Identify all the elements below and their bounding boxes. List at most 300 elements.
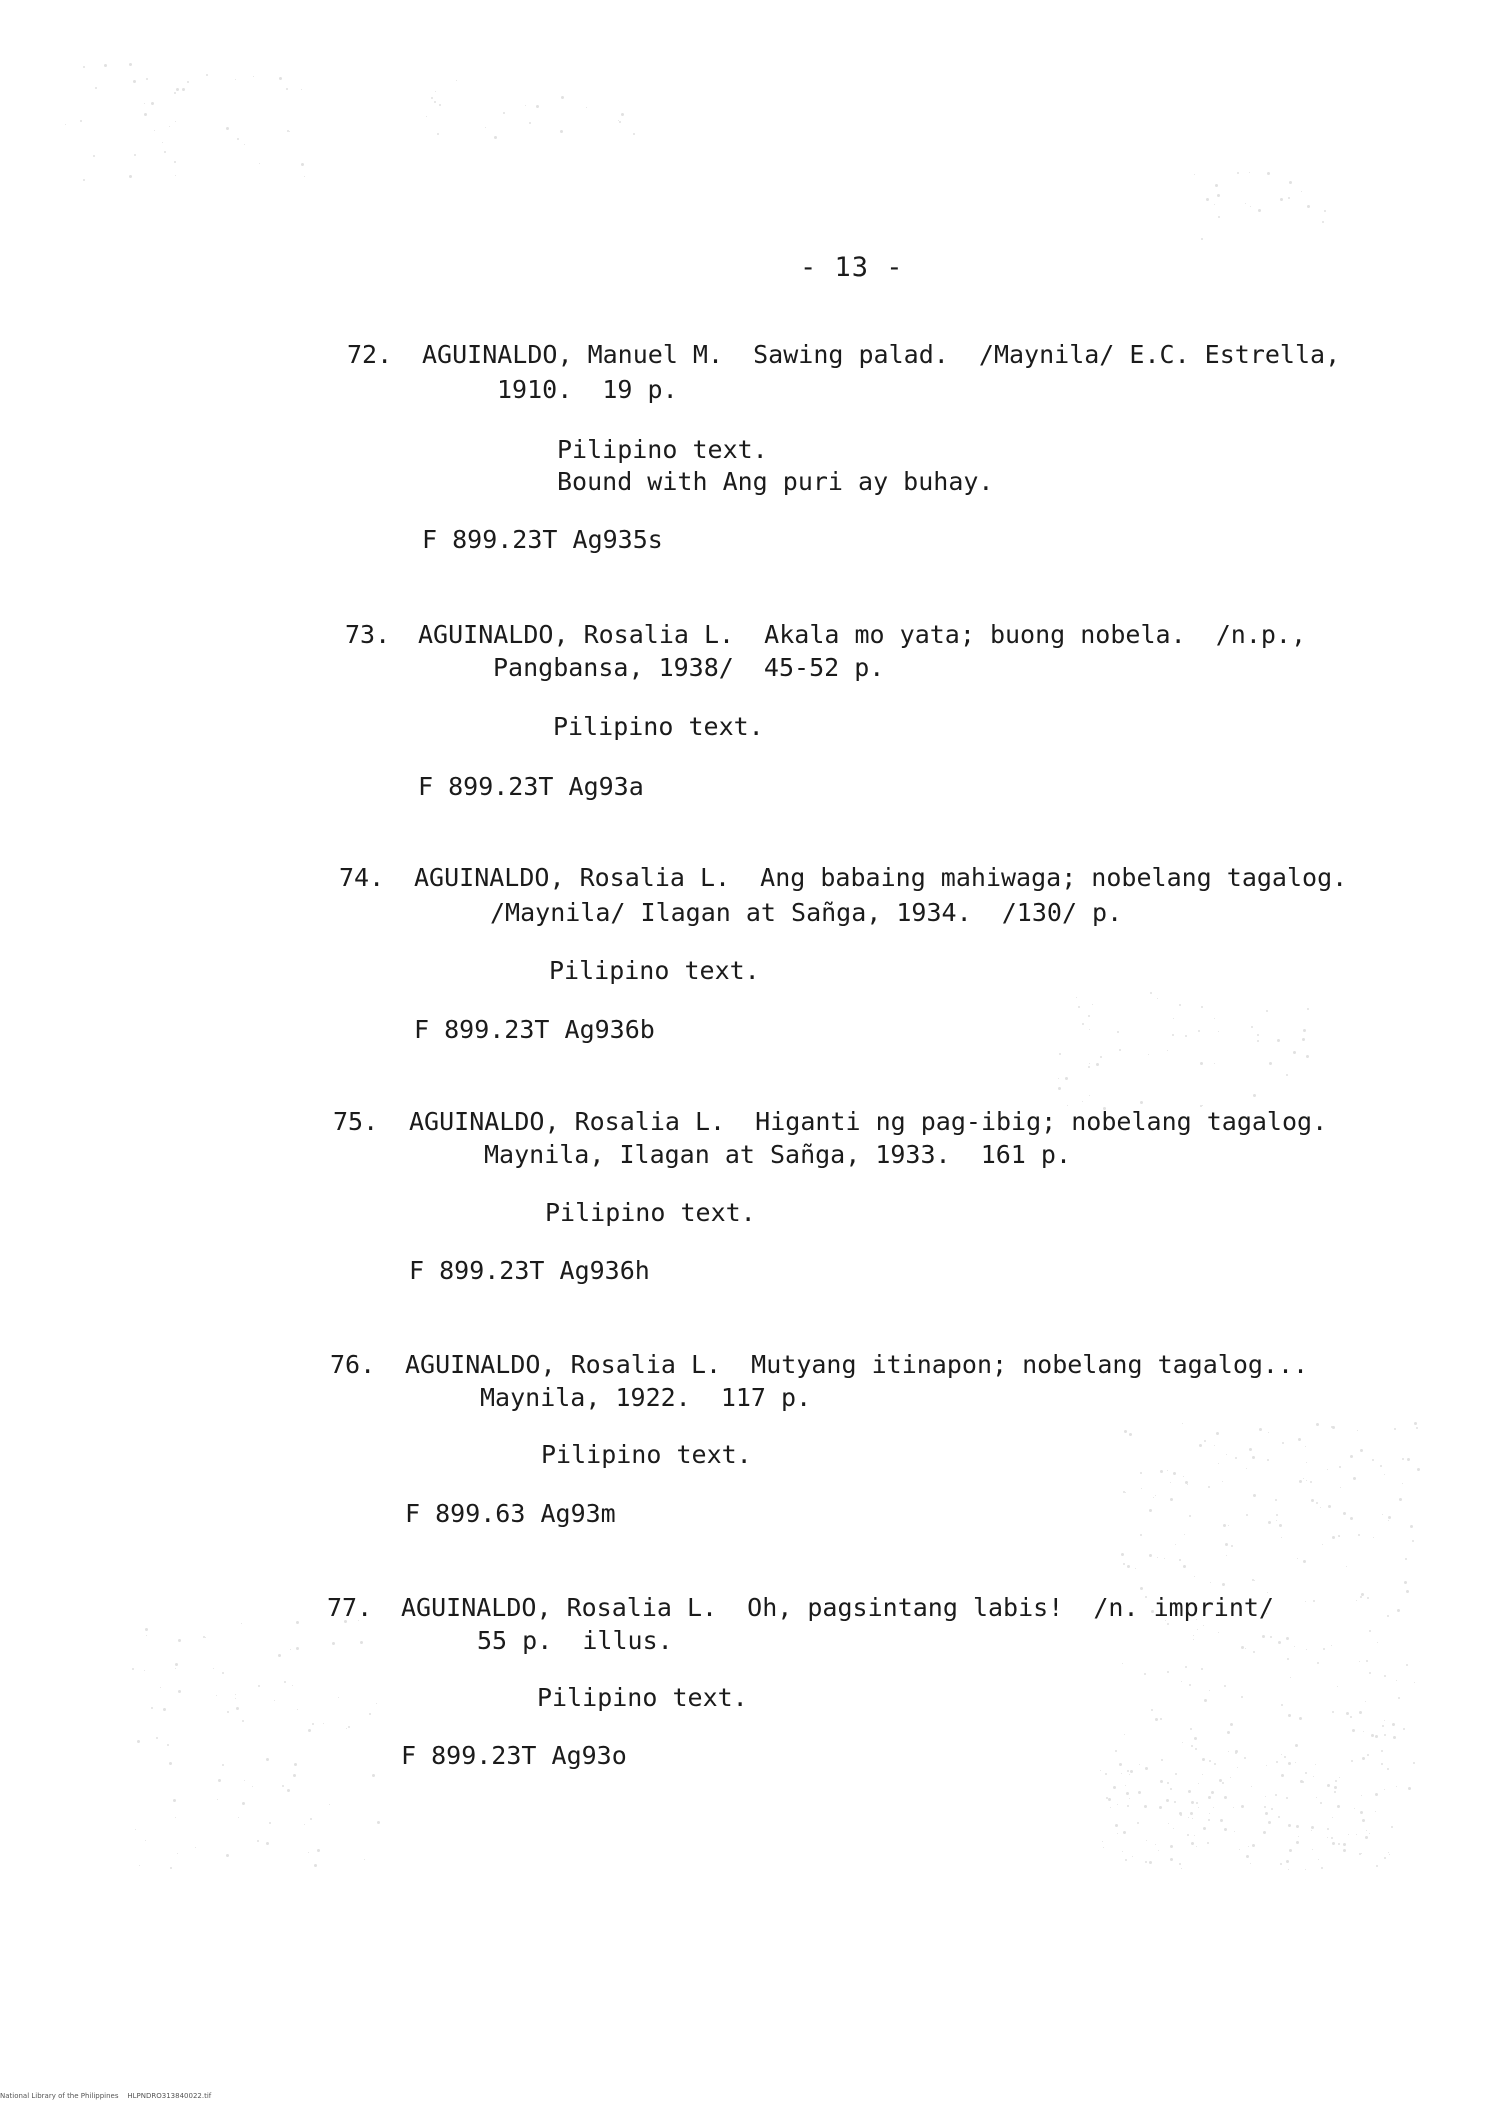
scan-speck <box>1257 1040 1259 1042</box>
scan-speck <box>369 1713 371 1715</box>
scan-speck <box>1123 1563 1125 1565</box>
scan-speck <box>242 1802 245 1805</box>
scan-speck <box>287 130 289 132</box>
scan-speck <box>1294 1646 1295 1647</box>
scan-speck <box>269 1822 271 1824</box>
scan-speck <box>164 151 166 153</box>
scan-speck <box>1281 1754 1282 1755</box>
scan-speck <box>1316 1797 1317 1798</box>
scan-speck <box>258 1685 260 1687</box>
scan-speck <box>619 121 621 123</box>
scan-speck <box>1394 1428 1396 1430</box>
scan-speck <box>1369 1833 1370 1834</box>
scan-speck <box>176 88 179 91</box>
scan-speck <box>1407 1458 1410 1461</box>
scan-speck <box>1202 1774 1203 1775</box>
scan-speck <box>1362 1757 1365 1760</box>
scan-speck <box>1179 1559 1181 1561</box>
scan-speck <box>1377 1642 1378 1643</box>
scan-speck <box>1413 1762 1415 1764</box>
scan-speck <box>1140 1101 1143 1104</box>
scan-speck <box>1187 1484 1188 1485</box>
call-number: F 899.23T Ag936b <box>414 1015 655 1044</box>
scan-speck <box>1194 1576 1195 1577</box>
scan-speck <box>175 1817 176 1818</box>
scan-speck <box>129 63 132 66</box>
scan-speck <box>235 1698 236 1699</box>
scan-speck <box>1254 1580 1255 1581</box>
scan-speck <box>1279 1524 1282 1527</box>
scan-speck <box>1110 1807 1111 1808</box>
scan-speck <box>1328 1505 1331 1508</box>
scan-speck <box>1376 1865 1378 1867</box>
scan-speck <box>1208 1486 1210 1488</box>
scan-speck <box>1237 1767 1238 1768</box>
scan-speck <box>1391 1826 1393 1828</box>
scan-speck <box>1157 1557 1158 1558</box>
scan-speck <box>279 77 282 80</box>
scan-speck <box>1387 1768 1389 1770</box>
scan-speck <box>266 1842 269 1845</box>
scan-speck <box>1290 1677 1291 1678</box>
scan-speck <box>160 1687 161 1688</box>
scan-speck <box>434 101 436 103</box>
entry-heading: AGUINALDO, Rosalia L. Mutyang itinapon; nobelang tagalog... <box>405 1350 1309 1379</box>
scan-speck <box>1246 1855 1249 1858</box>
scan-speck <box>1277 1039 1280 1042</box>
scan-speck <box>1340 1487 1341 1488</box>
scan-speck <box>1191 1842 1194 1845</box>
scan-speck <box>1289 1849 1292 1852</box>
scan-speck <box>1284 1756 1286 1758</box>
scan-speck <box>1316 1423 1319 1426</box>
scan-speck <box>1125 1492 1126 1493</box>
scan-speck <box>1235 1457 1237 1459</box>
scan-speck <box>1145 1767 1148 1770</box>
scan-speck <box>1389 1854 1390 1855</box>
scan-speck <box>1227 1731 1230 1734</box>
scan-speck <box>144 103 145 104</box>
scan-speck <box>560 130 563 133</box>
scan-speck <box>1180 1814 1182 1816</box>
scan-speck <box>1096 1063 1099 1066</box>
scan-speck <box>1306 1055 1309 1058</box>
scan-speck <box>1246 1468 1247 1469</box>
entry-heading: AGUINALDO, Rosalia L. Oh, pagsintang labis! /n. imprint/ <box>401 1593 1274 1622</box>
scan-speck <box>1201 1668 1203 1670</box>
scan-speck <box>1119 1049 1121 1051</box>
scan-speck <box>1311 1826 1314 1829</box>
scan-speck <box>1297 1558 1298 1559</box>
scan-speck <box>1230 1777 1231 1778</box>
scan-speck <box>1167 1671 1169 1673</box>
scan-speck <box>1303 1029 1306 1032</box>
scan-speck <box>145 1840 146 1841</box>
scan-speck <box>278 1654 281 1657</box>
scan-speck <box>1181 1868 1182 1869</box>
scan-speck <box>1158 1850 1159 1851</box>
scan-speck <box>1278 1816 1280 1818</box>
scan-speck <box>346 1728 347 1729</box>
scan-speck <box>312 1723 314 1725</box>
scan-speck <box>1399 1498 1402 1501</box>
scan-speck <box>1201 238 1203 240</box>
scan-speck <box>1121 1773 1122 1774</box>
scan-speck <box>1241 1646 1244 1649</box>
scan-speck <box>1127 1770 1129 1772</box>
scan-speck <box>1124 1430 1127 1433</box>
scan-speck <box>348 1726 350 1728</box>
scan-speck <box>284 1681 286 1683</box>
scan-speck <box>1313 1600 1315 1602</box>
scan-speck <box>167 1744 169 1746</box>
scan-speck <box>1414 1422 1417 1425</box>
entry-note: Pilipino text. <box>545 1198 756 1227</box>
scan-speck <box>1189 1684 1191 1686</box>
scan-speck <box>1369 1630 1371 1632</box>
scan-speck <box>1300 1780 1303 1783</box>
entry-number: 76. <box>330 1350 376 1379</box>
scan-speck <box>1148 1054 1149 1055</box>
scan-speck <box>217 1799 218 1800</box>
scan-speck <box>238 1817 239 1818</box>
scan-speck <box>1414 1682 1415 1683</box>
scan-speck <box>1117 1833 1118 1834</box>
scan-speck <box>1327 1837 1328 1838</box>
scan-speck <box>1194 174 1195 175</box>
scan-speck <box>1305 1446 1306 1447</box>
scan-speck <box>1241 1805 1244 1808</box>
scan-speck <box>1126 1792 1129 1795</box>
scan-speck <box>1249 1448 1252 1451</box>
scan-speck <box>1202 1758 1205 1761</box>
scan-speck <box>178 1690 181 1693</box>
scan-speck <box>1161 1759 1163 1761</box>
scan-speck <box>1334 1791 1336 1793</box>
scan-speck <box>1174 1801 1176 1803</box>
scan-speck <box>1384 1474 1385 1475</box>
scan-speck <box>1361 1795 1362 1796</box>
scan-speck <box>162 142 163 143</box>
scan-speck <box>1192 1818 1193 1819</box>
scan-speck <box>1366 1660 1368 1662</box>
scan-speck <box>1337 1686 1338 1687</box>
scan-speck <box>1234 1831 1235 1832</box>
call-number: F 899.23T Ag93a <box>418 772 644 801</box>
scan-speck <box>1331 1645 1332 1646</box>
scan-speck <box>1191 1801 1194 1804</box>
scan-speck <box>1356 1834 1357 1835</box>
scan-speck <box>1179 1863 1181 1865</box>
scan-speck <box>1316 1502 1318 1504</box>
scan-speck <box>1244 1757 1246 1759</box>
scan-speck <box>1327 1469 1328 1470</box>
scan-speck <box>1122 1851 1123 1852</box>
scan-speck <box>338 1697 339 1698</box>
scan-speck <box>292 1685 293 1686</box>
entry-note: Pilipino text. <box>553 712 764 741</box>
scan-speck <box>1299 1480 1302 1483</box>
entry-number: 77. <box>327 1593 373 1622</box>
scan-speck <box>1248 1846 1249 1847</box>
scan-speck <box>329 1804 330 1805</box>
scan-speck <box>1220 1819 1223 1822</box>
scan-speck <box>1130 1770 1133 1773</box>
scan-speck <box>1125 1785 1126 1786</box>
scan-speck <box>1135 1568 1136 1569</box>
scan-speck <box>1239 1849 1240 1850</box>
scan-speck <box>1183 1476 1184 1477</box>
scan-speck <box>1298 1438 1301 1441</box>
scan-speck <box>1121 1553 1124 1556</box>
scan-speck <box>1387 1615 1389 1617</box>
scan-speck <box>1259 1428 1262 1431</box>
scan-speck <box>1201 1006 1203 1008</box>
scan-speck <box>218 1779 221 1782</box>
scan-speck <box>1338 1535 1340 1537</box>
scan-speck <box>1359 1711 1362 1714</box>
scan-speck <box>1375 1793 1378 1796</box>
scan-speck <box>1065 1077 1068 1080</box>
scan-speck <box>182 88 185 91</box>
scan-speck <box>1288 1762 1291 1765</box>
scan-speck <box>282 1785 284 1787</box>
scan-speck <box>1321 1867 1323 1869</box>
scan-speck <box>1320 1802 1322 1804</box>
scan-speck <box>1350 1517 1353 1520</box>
call-number: F 899.63 Ag93m <box>405 1499 616 1528</box>
scan-speck <box>1173 1018 1174 1019</box>
scan-speck <box>1153 1497 1154 1498</box>
scan-speck <box>145 1628 148 1631</box>
scan-speck <box>266 1758 269 1761</box>
scan-speck <box>1359 1661 1360 1662</box>
scan-speck <box>317 1849 320 1852</box>
scan-speck <box>1213 1807 1214 1808</box>
scan-speck <box>1360 1811 1363 1814</box>
entry-imprint: Maynila, 1922. 117 p. <box>480 1383 812 1412</box>
scan-speck <box>216 1695 217 1696</box>
scan-speck <box>95 87 97 89</box>
entry-number: 73. <box>345 620 391 649</box>
scan-speck <box>360 1641 363 1644</box>
scan-speck <box>1125 1859 1127 1861</box>
scan-speck <box>1276 1514 1278 1516</box>
scan-speck <box>1214 1445 1215 1446</box>
scan-speck <box>426 116 427 117</box>
entry-imprint: Maynila, Ilagan at Sañga, 1933. 161 p. <box>484 1140 1071 1169</box>
scan-speck <box>1155 1844 1156 1845</box>
scan-speck <box>1100 1056 1102 1058</box>
scan-speck <box>1307 205 1310 208</box>
entry-heading: AGUINALDO, Rosalia L. Akala mo yata; buong nobela. /n.p., <box>418 620 1307 649</box>
page-number: - 13 - <box>800 252 904 283</box>
scan-speck <box>1416 1427 1418 1429</box>
scan-speck <box>1166 1799 1169 1802</box>
scan-speck <box>1149 1861 1152 1864</box>
scan-speck <box>252 1786 253 1787</box>
scan-speck <box>1196 1802 1198 1804</box>
scan-speck <box>1214 1018 1215 1019</box>
scan-speck <box>364 1859 365 1860</box>
scan-speck <box>1269 1062 1272 1065</box>
scan-speck <box>1127 1805 1129 1807</box>
scan-speck <box>1184 1534 1185 1535</box>
call-number: F 899.23T Ag936h <box>409 1256 650 1285</box>
scan-speck <box>1322 221 1324 223</box>
scan-speck <box>296 1647 299 1650</box>
scan-speck <box>1140 1472 1142 1474</box>
scan-speck <box>1187 1834 1189 1836</box>
scan-speck <box>1230 1723 1233 1726</box>
scan-speck <box>175 121 176 122</box>
scan-speck <box>1353 1477 1356 1480</box>
scan-speck <box>1191 1745 1193 1747</box>
scan-speck <box>1209 1690 1210 1691</box>
scan-speck <box>236 1707 239 1710</box>
scan-speck <box>1115 1824 1118 1827</box>
scan-speck <box>1245 203 1246 204</box>
scan-speck <box>222 1764 224 1766</box>
scan-speck <box>137 1740 140 1743</box>
scan-speck <box>296 1621 299 1624</box>
scan-speck <box>1241 1696 1243 1698</box>
scan-speck <box>1381 1763 1383 1765</box>
scan-speck <box>1258 209 1261 212</box>
scan-speck <box>1235 1750 1238 1753</box>
scan-speck <box>1228 1525 1229 1526</box>
scan-speck <box>1151 1709 1153 1711</box>
scan-speck <box>437 133 439 135</box>
scan-speck <box>439 104 441 106</box>
scan-speck <box>1172 1034 1174 1036</box>
scan-speck <box>1313 1776 1314 1777</box>
scan-speck <box>1286 1074 1288 1076</box>
scan-speck <box>332 1642 335 1645</box>
scan-speck <box>1369 1672 1371 1674</box>
scan-speck <box>134 154 136 156</box>
entry-number: 75. <box>333 1107 379 1136</box>
scan-speck <box>1078 1006 1080 1008</box>
scan-speck <box>1124 1734 1125 1735</box>
scan-speck <box>205 1637 206 1638</box>
scan-speck <box>1268 1432 1269 1433</box>
scan-speck <box>1402 1458 1404 1460</box>
scan-speck <box>1271 1808 1273 1810</box>
scan-speck <box>1397 1609 1400 1612</box>
scan-speck <box>1196 1846 1197 1847</box>
scan-speck <box>1346 1566 1347 1567</box>
scan-speck <box>1105 1773 1107 1775</box>
scan-speck <box>1173 1472 1176 1475</box>
scan-speck <box>1406 1664 1408 1666</box>
scan-speck <box>1190 1728 1192 1730</box>
scan-speck <box>146 78 148 80</box>
scan-speck <box>1204 1440 1206 1442</box>
scan-speck <box>1357 1430 1358 1431</box>
scan-speck <box>226 127 229 130</box>
scan-speck <box>1278 1641 1281 1644</box>
scan-speck <box>1108 1798 1111 1801</box>
scan-speck <box>1188 1790 1191 1793</box>
scan-speck <box>1360 1449 1363 1452</box>
scan-speck <box>187 81 189 83</box>
scan-speck <box>1249 172 1250 173</box>
entry-note: Pilipino text. <box>557 435 768 464</box>
scan-speck <box>1384 1720 1385 1721</box>
scan-speck <box>1155 1495 1156 1496</box>
scan-speck <box>1167 1782 1169 1784</box>
scan-speck <box>1211 1791 1214 1794</box>
scan-speck <box>1288 1714 1291 1717</box>
scan-speck <box>1214 204 1215 205</box>
scan-speck <box>1160 1718 1162 1720</box>
scan-speck <box>1217 194 1220 197</box>
scan-speck <box>1384 1789 1385 1790</box>
scan-speck <box>1404 1581 1407 1584</box>
scan-speck <box>1265 1812 1268 1815</box>
scan-speck <box>1155 1718 1158 1721</box>
scan-speck <box>1189 1515 1191 1517</box>
scan-speck <box>494 136 497 139</box>
scan-speck <box>1164 1558 1165 1559</box>
scan-speck <box>1361 1853 1362 1854</box>
scan-speck <box>372 1774 375 1777</box>
scan-speck <box>174 161 176 163</box>
scan-footer: National Library of the Philippines HLPNDRO313840022.tif <box>0 2092 212 2100</box>
scan-speck <box>1306 1462 1307 1463</box>
scan-speck <box>1215 184 1218 187</box>
scan-speck <box>1410 1525 1413 1528</box>
scan-speck <box>1132 1856 1133 1857</box>
scan-speck <box>293 1774 296 1777</box>
scan-speck <box>1181 1681 1182 1682</box>
scan-speck <box>1149 1554 1152 1557</box>
scan-speck <box>259 163 260 164</box>
scan-speck <box>1222 1481 1223 1482</box>
scan-speck <box>135 1829 136 1830</box>
scan-speck <box>1237 172 1239 174</box>
scan-speck <box>1315 1764 1316 1765</box>
scan-speck <box>1412 1540 1414 1542</box>
scan-speck <box>1175 1544 1176 1545</box>
scan-speck <box>237 138 239 140</box>
scan-speck <box>1059 1053 1061 1055</box>
scan-speck <box>1076 997 1077 998</box>
scan-speck <box>1103 1847 1104 1848</box>
scan-speck <box>151 102 154 105</box>
scan-speck <box>1157 998 1158 999</box>
scan-speck <box>257 1840 259 1842</box>
scan-speck <box>1365 1836 1368 1839</box>
scan-speck <box>1286 1797 1288 1799</box>
scan-speck <box>154 130 155 131</box>
scan-speck <box>1331 1837 1333 1839</box>
scan-speck <box>1318 1859 1319 1860</box>
scan-speck <box>83 179 85 181</box>
scan-speck <box>244 144 245 145</box>
scan-speck <box>1129 1774 1130 1775</box>
scan-speck <box>1138 1791 1141 1794</box>
entry-imprint: /Maynila/ Ilagan at Sañga, 1934. /130/ p. <box>490 898 1123 927</box>
scan-speck <box>1253 1494 1256 1497</box>
scan-speck <box>1198 1807 1199 1808</box>
scan-speck <box>1117 1804 1118 1805</box>
scan-speck <box>1339 1536 1340 1537</box>
scan-speck <box>242 1720 244 1722</box>
scan-speck <box>1245 1648 1246 1649</box>
scan-speck <box>1170 1788 1172 1790</box>
